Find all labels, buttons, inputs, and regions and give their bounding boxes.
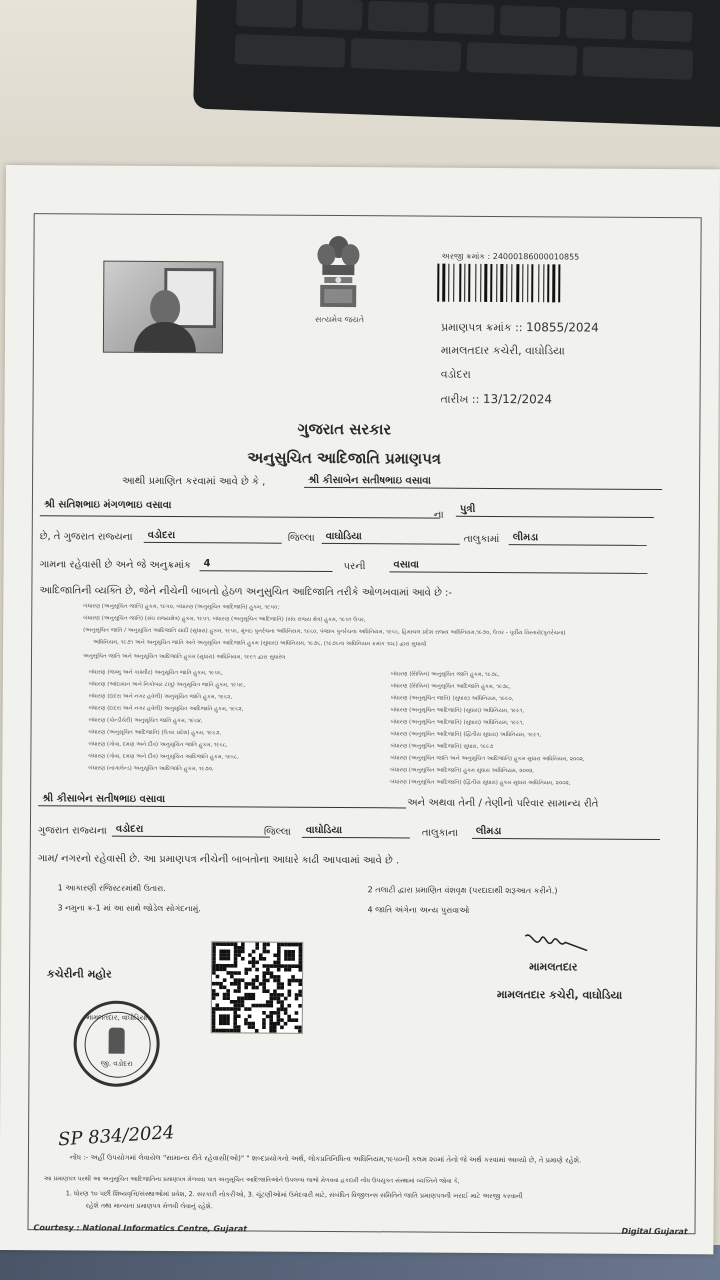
note-line: રહેશે તથા માન્યતા પ્રમાણપત્ર મેળવી લેવાનું રહેશે. (85, 1201, 213, 1211)
date-label: તારીખ :: (440, 392, 480, 406)
note-line: નોંધ :- અહીં ઉપયોગમાં લેવાયેલ "સામાન્ય રીતે રહેવાસી(ઓ)" " શબ્દપ્રયોગનો અર્થ, લોકપ્રતિનિધિત્વ અધિનિયમ,૧૯૫૦ની કલમ ૨૦માં તેનો જે અર્થ કરવામાં આવ્યો છે, તે પ્રમાણે રહેશે. (69, 1153, 582, 1165)
application-number: અરજી ક્રમાંક : 24000186000010855 (441, 251, 580, 262)
order-line: (અનુસૂચિત જાતિ / અનુસૂચિત આદિજાતિ યાદી (સુધારા) હુકમ, ૧૯૫૬, મુંબઇ પુનર્રચના અધિનિયમ, ૧૯૬૦, પંજાબ પુનર્રચના અધિનિયમ, ૧૯૬૬, હિમાચલ પ્રદેશ રાજ્ય અધિનિયમ,૧૯૭૦, ઉત્તર - પૂર્વીય વિસ્તારો(પુનર્રચના) (83, 627, 566, 637)
relation: પુત્રી (456, 504, 654, 518)
seal-bottom-text: જી. વડોદરા (100, 1059, 133, 1068)
jilla-label: જિલ્લા (287, 532, 315, 544)
taluka-label-2: તાલુકાના (421, 827, 459, 839)
village-2: વડોદરા (112, 824, 270, 838)
order-list-item: બંધારણ (સિક્કિમ) અનુસૂચિત આદિજાતિ હુકમ, ૧૯૭૮, (390, 683, 511, 691)
order-list-item: બંધારણ (પોન્ડીચેરી) અનુસૂચિત જાતિ હુકમ, ૧૯૬૪, (88, 717, 203, 725)
order-list-item: બંધારણ (ગોવા, દમણ અને દીવ) અનુસૂચિત જાતિ હુકમ, ૧૯૬૮, (88, 741, 228, 749)
order-list-item: બંધારણ (અનુસૂચિત આદિજાતિ) (સુધારા) અધિનિયમ, ૧૯૯૧, (390, 707, 525, 715)
certificate-document (0, 165, 720, 1254)
jilla-label-2: જિલ્લા (263, 826, 291, 838)
order-list-item: બંધારણ (અનુસૂચિત જાતિ) (સુધારા) અધિનિયમ, ૧૯૯૦, (390, 695, 514, 703)
seal-top-text: મામલતદાર, વાઘોડિયા (86, 1013, 148, 1022)
taluka-2: લીમડા (472, 826, 660, 840)
state-text-2: ગુજરાત રાજ્યના (37, 825, 107, 837)
jilla: વાઘોડિયા (322, 531, 460, 545)
order-line: બંધારણ (અનુસૂચિત જાતિ) (સંઘ રાજ્યક્ષેત્ર) હુકમ, ૧૯૫૧, બંધારણ (અનુસૂચિત આદિજાતિ) (સંઘ રાજ્ય ક્ષેત્ર) હુકમ, ૧૯૫૧ ઉપર, (83, 615, 366, 624)
applicant-photo (103, 261, 224, 354)
taluka: લીમડા (509, 532, 647, 546)
order-list-item: બંધારણ (દાદરા અને નગર હવેલી) અનુસૂચિત આદિજાતિ હુકમ, ૧૯૬૨, (88, 705, 244, 713)
order-list-item: બંધારણ (નાગાલેન્ડ) અનુસૂચિત આદિજાતિ હુકમ, ૧૯૭૦, (88, 765, 214, 773)
office-seal-label: કચેરીની મહોર (47, 967, 112, 981)
issuing-district: વડોદરા (440, 367, 471, 381)
issue-date: 13/12/2024 (482, 391, 553, 407)
order-list-item: બંધારણ (અનુસૂચિત આદિજાતિ) હુકમ સુધારા અધિનિયમ, ૨૦૦૨, (390, 767, 535, 775)
basis-item: 4 જાતિ અંગેના અન્ય પુરાવાઓ (367, 905, 470, 915)
signatory-title: મામલતદાર (529, 960, 578, 974)
order-line: બંધારણ (અનુસૂચિત જાતિ) હુકમ, ૧૯૫૦, બંધારણ (અનુસૂચિત આદિજાતિ) હુકમ, ૧૯૫૦; (83, 603, 280, 611)
taluka-label: તાલુકામાં (463, 533, 500, 546)
order-list-item: બંધારણ (જમ્મુ અને કાશ્મીર) અનુસૂચિત જાતિ હુકમ, ૧૯૫૬, (88, 669, 223, 677)
tribe-intro: આદિજાતિની વ્યક્તિ છે, જેને નીચેની બાબતો હેઠળ અનુસુચિત આદિજાતિ તરીકે ઓળખવામાં આવે છે :- (39, 585, 453, 599)
tribe-name: વસાવા (390, 559, 648, 574)
basis-item: 2 તલાટી દ્વારા પ્રમાણિત વંશવૃક્ષ (પરદાદાથી શરૂઆત કરીને.) (367, 885, 558, 896)
father-name: શ્રી સતિશભાઇ મંગળભાઇ વસાવા (43, 499, 172, 512)
signatory-office: મામલતદાર કચેરી, વાઘોડિયા (496, 988, 623, 1002)
credit-right: Digital Gujarat (621, 1226, 688, 1237)
jilla-2: વાઘોડિયા (302, 825, 410, 839)
emblem-motto: સત્યમેવ જયતે (315, 314, 365, 325)
person-name-2: શ્રી કીસાબેન સતીષભાઇ વસાવા (38, 793, 406, 808)
village: વડોદરા (144, 530, 282, 544)
certificate-number-row (441, 320, 599, 336)
basis-item: 3 નમુના ક્ર-1 માં આ સાથે જોડેલ સોગંદનામું. (57, 903, 201, 914)
government-title: ગુજરાત સરકાર (297, 419, 392, 439)
relation-label: ના (433, 509, 444, 521)
certificate-title: અનુસુચિત આદિજાતિ પ્રમાણપત્ર (247, 448, 442, 468)
resident-text: ગામના રહેવાસી છે અને જે અનુક્રમાંક (39, 559, 191, 572)
state-text: છે, તે ગુજરાત રાજ્યના (39, 531, 133, 543)
order-line: અધિનિયમ, ૧૯૭૧ અને અનુસૂચિત જાતિ અને અનુસૂચિત આદિજાતિ હુકમ (સુધારા) અધિનિયમ, ૧૯૭૬, (૧૯૭૬ના અધિનિયમ ક્રમાંક ૧૦૮) દ્વારા સુધાર્યા (93, 639, 427, 648)
order-list-item: બંધારણ (અનુસૂચિત આદિજાતિ) (દ્વિતીય સુધારા) અધિનિયમ, ૧૯૯૧, (390, 731, 542, 739)
person-name: શ્રી કીસાબેન સતીષભાઇ વસાવા (304, 475, 662, 490)
order-list-item: બંધારણ (દાદરા અને નગર હવેલી) અનુસૂચિત જાતિ હુકમ, ૧૯૬૨, (88, 693, 233, 701)
basis-item: 1 આકારણી રજિસ્ટરમાંથી ઉતારા. (57, 883, 166, 893)
handwritten-annotation: SP 834/2024 (57, 1122, 176, 1151)
parni-label: પરની (343, 561, 366, 573)
certify-text: આથી પ્રમાણિત કરવામાં આવે છે કે , (122, 475, 266, 488)
note-line: આ પ્રમાણપત્ર પરથી આ અનુસૂચિત આદિજાતિના પ્રમાણપત્ર મેળવવા પાત્ર અનુસૂચિત આદિજાતિઓને ઉપલબ્ધ લાભો મેળવવા હકદારી નોંધ ઉપયુક્ત સંસ્થામાં વ્યક્તિને જોવા કે, (43, 1175, 460, 1185)
order-list-item: બંધારણ (અનુસૂચિત આદિજાતિ) (ઉત્તર પ્રદેશ) હુકમ, ૧૯૬૭, (88, 729, 222, 737)
order-list-item: બંધારણ (આંદામાન અને નિકોબાર ટાપુ) અનુસૂચિત જાતિ હુકમ, ૧૯૫૯, (88, 681, 246, 689)
signature (521, 928, 591, 958)
order-line: અનુસૂચિત જાતિ અને અનુસૂચિત આદિજાતિ હુકમ (સુધારા) અધિનિયમ, ૧૯૯૧ દ્વારા સુધારેલ (82, 653, 286, 661)
qr-code (211, 941, 304, 1034)
barcode (437, 264, 582, 303)
basis-text: ગામ/ નગરનો રહેવાસી છે. આ પ્રમાણપત્ર નીચેની બાબતોના આધારે કાઢી આપવામાં આવે છે . (37, 853, 400, 867)
date-row (441, 392, 553, 408)
order-list-item: બંધારણ (અનુસૂચિત આદિજાતિ) (દ્વિતીય સુધારા) હુકમ સુધારા અધિનિયમ, ૨૦૦૨, (390, 779, 571, 787)
order-list-item: બંધારણ (ગોવા, દમણ અને દીવ) અનુસૂચિત આદિજાતિ હુકમ, ૧૯૬૮, (88, 753, 239, 761)
note-line: 1. ધોરણ ૧૦ પછી શિષ્યવૃત્તિ/સંસ્થાઓમાં પ્રવેશ, 2. સરકારી નોકરીઓ, 3. ચૂંટણીઓમાં ઉમેદવારી માટે, સંબંધિત વિજીલન્સ સમિતિને જાતિ પ્રમાણપત્રની ખરાઈ માટે અરજી કરવાની (65, 1189, 523, 1201)
credit-left: Courtesy : National Informatics Centre, Gujarat (33, 1223, 248, 1234)
keyboard (193, 0, 720, 127)
order-list-item: બંધારણ (અનુસૂચિત આદિજાતિ) (સુધારા) અધિનિયમ, ૧૯૯૧, (390, 719, 525, 727)
order-list-item: બંધારણ (સિક્કિમ) અનુસૂચિત જાતિ હુકમ, ૧૯૭૮, (390, 671, 500, 679)
certificate-number: 10855/2024 (525, 320, 599, 335)
serial-number: 4 (200, 558, 333, 572)
order-list-item: બંધારણ (અનુસૂચિત આદિજાતિ) સુધારા, ૧૯૯૭ (390, 743, 494, 750)
family-text: અને અથવા તેની / તેણીનો પરિવાર સામાન્ય રીતે (407, 797, 599, 810)
order-list-item: બંધારણ (અનુસૂચિત જાતિ અને અનુસૂચિત આદિજાતિ) હુકમ સુધારા અધિનિયમ, ૨૦૦૨, (390, 755, 585, 763)
certificate-number-label: પ્રમાણપત્ર ક્રમાંક :: (440, 320, 523, 335)
issuing-office: મામલતદાર કચેરી, વાઘોડિયા (440, 343, 565, 358)
office-seal (73, 1000, 160, 1087)
national-emblem-icon (310, 233, 366, 313)
seal-emblem-icon (109, 1028, 125, 1054)
